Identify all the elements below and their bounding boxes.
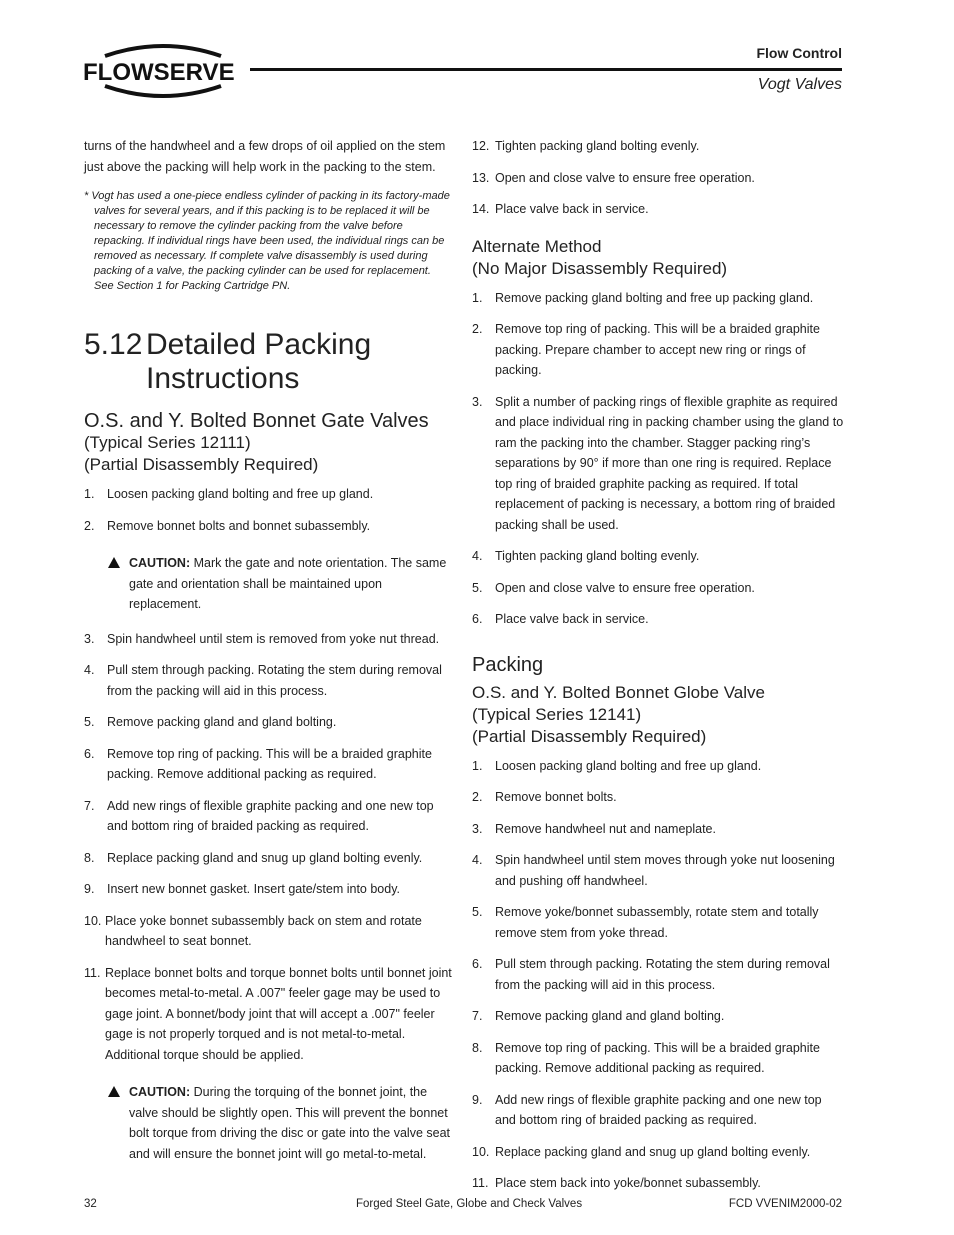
globe-title: O.S. and Y. Bolted Bonnet Globe Valve <box>472 682 765 702</box>
list-item: 4. Tighten packing gland bolting evenly. <box>472 549 700 563</box>
gate-steps-c <box>472 136 844 220</box>
list-item: 10. Replace packing gland and snug up gland bolting evenly. <box>472 1144 811 1159</box>
gate-steps-a <box>84 484 452 536</box>
header-rule <box>250 68 842 71</box>
header-subtitle: Vogt Valves <box>757 76 842 93</box>
list-item: 6. Pull stem through packing. Rotating the stem during removal from the packing will aid in this process. <box>472 957 830 992</box>
subsection-mode: (Partial Disassembly Required) <box>84 455 319 474</box>
list-item: 8. Remove top ring of packing. This will be a braided graphite packing. Remove additional packing as required. <box>472 1040 820 1075</box>
section-heading <box>84 328 452 396</box>
list-item: 11. Place stem back into yoke/bonnet subassembly. <box>472 1176 761 1190</box>
list-item: 9. Insert new bonnet gasket. Insert gate/stem into body. <box>84 882 400 896</box>
packing-title: Packing <box>472 653 544 676</box>
list-item: 5. Remove yoke/bonnet subassembly, rotate stem and totally remove stem from yoke thread. <box>472 905 819 940</box>
caution-label: CAUTION: <box>129 556 191 570</box>
list-item: 1. Remove packing gland bolting and free up packing gland. <box>472 290 814 305</box>
list-item: 13. Open and close valve to ensure free operation. <box>472 170 755 185</box>
subsection-title: O.S. and Y. Bolted Bonnet Gate Valves <box>84 410 429 432</box>
section-title: Detailed Packing Instructions <box>146 328 372 395</box>
page-number: 32 <box>84 1198 97 1210</box>
list-item: 5. Remove packing gland and gland bolting. <box>84 715 337 729</box>
warning-icon <box>108 557 120 568</box>
list-item: 4. Pull stem through packing. Rotating the stem during removal from the packing will aid in this process. <box>84 663 442 698</box>
left-column <box>84 136 452 1178</box>
list-item: 3. Split a number of packing rings of flexible graphite as required and place individual ring in packing chamber using the gland to ram the packing into the chamber. Stagger packing ring’s separations by 90° if more than one ring is required. Replace top ring of braided graphite packing as required. If total replacement of packing is necessary, a bottom ring of braided packing shall be used. <box>472 394 844 532</box>
list-item: 6. Remove top ring of packing. This will be a braided graphite packing. Remove additional packing as required. <box>84 746 432 781</box>
list-item: 8. Replace packing gland and snug up gland bolting evenly. <box>84 850 423 865</box>
caution-note-1 <box>108 553 452 615</box>
list-item: 10. Place yoke bonnet subassembly back on stem and rotate handwheel to seat bonnet. <box>84 913 422 948</box>
subsection-series: (Typical Series 12111) <box>84 433 251 452</box>
list-item: 12. Tighten packing gland bolting evenly. <box>472 139 700 153</box>
globe-steps <box>472 756 844 1194</box>
list-item: 2. Remove top ring of packing. This will be a braided graphite packing. Prepare chamber to accept new ring or rings of packing. <box>472 322 820 377</box>
list-item: 3. Spin handwheel until stem is removed from yoke nut thread. <box>84 631 440 646</box>
caution-label: CAUTION: <box>129 1085 191 1099</box>
globe-mode: (Partial Disassembly Required) <box>472 726 707 746</box>
list-item: 5. Open and close valve to ensure free operation. <box>472 580 755 595</box>
globe-series: (Typical Series 12141) <box>472 704 642 724</box>
list-item: 1. Loosen packing gland bolting and free up gland. <box>472 758 762 773</box>
alternate-method-title: Alternate Method <box>472 236 602 256</box>
list-item: 14. Place valve back in service. <box>472 202 649 216</box>
footer-title: Forged Steel Gate, Globe and Check Valves <box>356 1198 583 1210</box>
brand-text: FLOWSERVE <box>83 59 235 86</box>
list-item: 2. Remove bonnet bolts. <box>472 790 617 804</box>
right-column <box>472 136 844 1205</box>
warning-icon <box>108 1086 120 1097</box>
document-code: FCD VVENIM2000-02 <box>728 1198 842 1210</box>
list-item: 7. Remove packing gland and gland bolting. <box>472 1009 725 1023</box>
list-item: 9. Add new rings of flexible graphite packing and one new top and bottom ring of braided packing as required. <box>472 1092 822 1127</box>
list-item: 11. Replace bonnet bolts and torque bonnet bolts until bonnet joint becomes metal-to-metal. A .007" feeler gage may be used to gage joint. A bonnet/body joint that will accept a .007" feeler gage is not properly torqued and is not metal-to-metal. Additional torque should be applied. <box>84 965 452 1062</box>
list-item: 6. Place valve back in service. <box>472 612 649 626</box>
list-item: 2. Remove bonnet bolts and bonnet subassembly. <box>84 518 371 533</box>
caution-text: During the torquing of the bonnet joint, the valve should be slightly open. This will prevent the bonnet bolt torque from driving the disc or gate into the valve seat and will ensure the bonnet joint will go metal-to-metal. <box>129 1085 451 1161</box>
intro-text: turns of the handwheel and a few drops of oil applied on the stem just above the packing will help work in the packing to the stem. <box>84 139 446 174</box>
section-number: 5.12 <box>84 328 143 361</box>
caution-text: Mark the gate and note orientation. The same gate and orientation shall be maintained upon replacement. <box>129 556 447 611</box>
alternate-method-subtitle: (No Major Disassembly Required) <box>472 258 728 278</box>
list-item: 7. Add new rings of flexible graphite packing and one new top and bottom ring of braided packing as required. <box>84 798 434 833</box>
list-item: 3. Remove handwheel nut and nameplate. <box>472 821 716 836</box>
flowserve-logo <box>83 42 243 102</box>
list-item: 1. Loosen packing gland bolting and free up gland. <box>84 487 374 501</box>
alternate-steps <box>472 288 844 630</box>
gate-steps-b <box>84 629 452 1066</box>
footnote: * Vogt has used a one-piece endless cylinder of packing in its factory-made valves for several years, and if this packing is to be replaced it will be necessary to remove the cylinder packing from the valve before repacking. If individual rings have been used, the individual rings can be removed as necessary. If complete valve disassembly is used during packing of a valve, the packing cylinder can be used for replacement. See Section 1 for Packing Cartridge PN. <box>84 190 450 292</box>
header-title: Flow Control <box>756 45 842 61</box>
list-item: 4. Spin handwheel until stem moves through yoke nut loosening and pushing off handwheel. <box>472 853 835 888</box>
caution-note-2 <box>108 1082 452 1164</box>
